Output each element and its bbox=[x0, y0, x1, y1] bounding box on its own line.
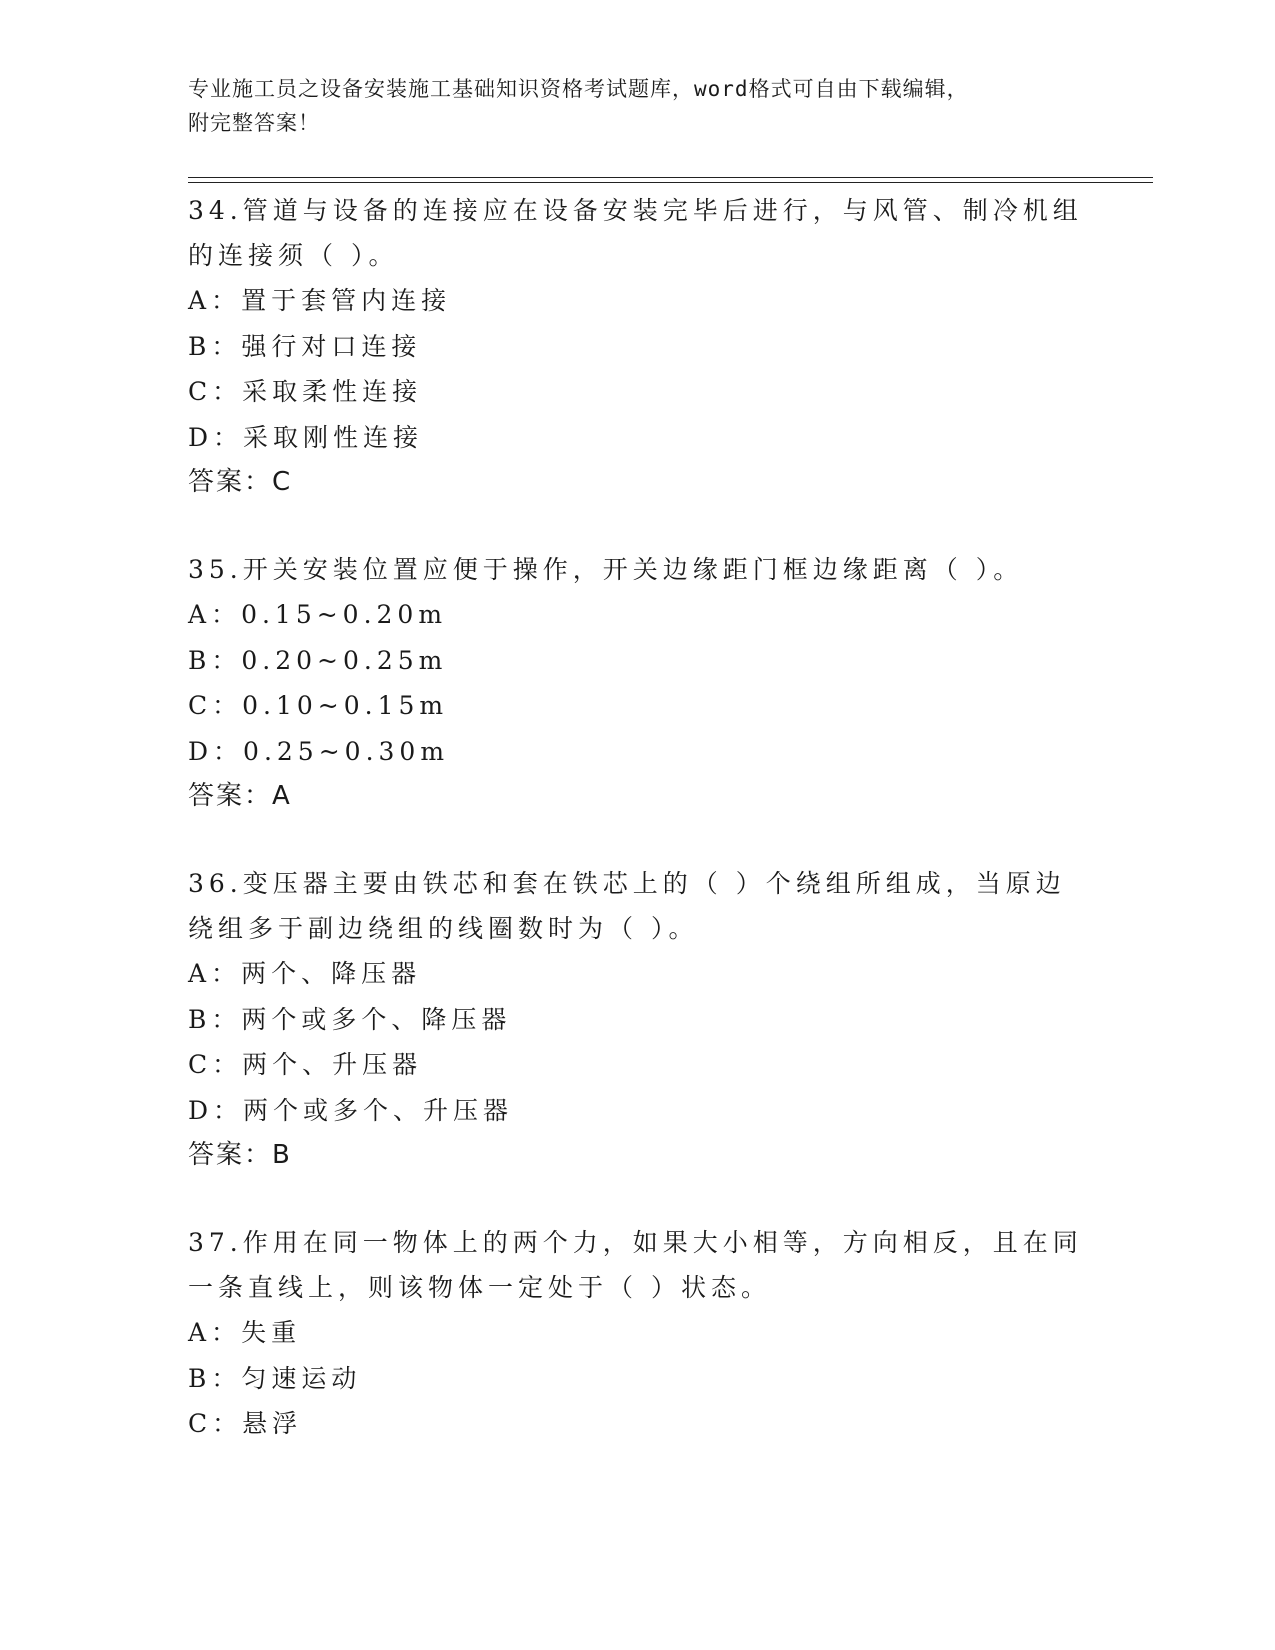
question-stem: 37.作用在同一物体上的两个力，如果大小相等，方向相反，且在同一条直线上，则该物体一定处于（ ）状态。 bbox=[188, 1228, 1083, 1302]
option-a bbox=[188, 592, 1088, 638]
option-text: 两个、降压器 bbox=[241, 959, 422, 988]
option-key: B： bbox=[188, 331, 242, 361]
option-key: C： bbox=[188, 1409, 243, 1438]
option-key: A： bbox=[188, 600, 242, 629]
option-text: 0.25~0.30m bbox=[243, 736, 450, 766]
option-a bbox=[188, 1310, 1088, 1356]
option-text: 0.20~0.25m bbox=[241, 645, 448, 675]
option-key: D： bbox=[188, 736, 244, 766]
option-text: 悬浮 bbox=[242, 1409, 303, 1438]
question-stem: 36.变压器主要由铁芯和套在铁芯上的（ ）个绕组所组成，当原边绕组多于副边绕组的线圈数时为（ ）。 bbox=[188, 869, 1066, 943]
option-text: 两个或多个、降压器 bbox=[241, 1004, 512, 1034]
header-rule-bottom bbox=[188, 182, 1153, 183]
option-text: 匀速运动 bbox=[241, 1363, 362, 1393]
option-key: D： bbox=[188, 1095, 244, 1125]
answer-line: 答案：A bbox=[188, 781, 292, 811]
option-key: A： bbox=[188, 959, 242, 988]
option-key: C： bbox=[188, 691, 243, 720]
document-header bbox=[188, 72, 1088, 140]
option-text: 0.15~0.20m bbox=[241, 600, 448, 629]
option-text: 采取柔性连接 bbox=[242, 377, 423, 406]
option-key: D： bbox=[188, 422, 244, 452]
option-b bbox=[188, 638, 1088, 684]
option-c bbox=[188, 683, 1088, 729]
question-34 bbox=[188, 188, 1088, 505]
option-text: 两个、升压器 bbox=[242, 1050, 423, 1079]
option-text: 失重 bbox=[241, 1318, 302, 1347]
option-key: C： bbox=[188, 1050, 243, 1079]
option-key: A： bbox=[188, 1318, 242, 1347]
header-line-2: 附完整答案！ bbox=[188, 111, 320, 135]
option-d bbox=[188, 729, 1088, 775]
option-text: 两个或多个、升压器 bbox=[243, 1095, 514, 1125]
option-c bbox=[188, 1042, 1088, 1088]
option-text: 采取刚性连接 bbox=[243, 422, 424, 452]
option-d bbox=[188, 415, 1088, 461]
option-text: 置于套管内连接 bbox=[241, 286, 452, 315]
answer-line: 答案：B bbox=[188, 1140, 292, 1170]
question-36 bbox=[188, 861, 1088, 1178]
header-line-1: 专业施工员之设备安装施工基础知识资格考试题库，word格式可自由下载编辑， bbox=[188, 77, 969, 101]
header-rule-top bbox=[188, 177, 1153, 178]
option-a bbox=[188, 951, 1088, 997]
option-c bbox=[188, 1401, 1088, 1447]
question-37 bbox=[188, 1220, 1088, 1447]
option-text: 0.10~0.15m bbox=[242, 691, 449, 720]
option-text: 强行对口连接 bbox=[241, 331, 422, 361]
option-c bbox=[188, 369, 1088, 415]
question-stem: 35.开关安装位置应便于操作，开关边缘距门框边缘距离（ ）。 bbox=[188, 555, 1024, 584]
question-stem: 34.管道与设备的连接应在设备安装完毕后进行，与风管、制冷机组的连接须（ ）。 bbox=[188, 196, 1083, 270]
option-key: A： bbox=[188, 286, 242, 315]
answer-line: 答案：C bbox=[188, 467, 293, 497]
option-a bbox=[188, 278, 1088, 324]
option-key: B： bbox=[188, 1363, 242, 1393]
question-list bbox=[188, 188, 1088, 1489]
option-key: B： bbox=[188, 1004, 242, 1034]
option-b bbox=[188, 324, 1088, 370]
option-key: C： bbox=[188, 377, 243, 406]
option-b bbox=[188, 997, 1088, 1043]
option-d bbox=[188, 1088, 1088, 1134]
question-35 bbox=[188, 547, 1088, 819]
option-key: B： bbox=[188, 645, 242, 675]
option-b bbox=[188, 1356, 1088, 1402]
